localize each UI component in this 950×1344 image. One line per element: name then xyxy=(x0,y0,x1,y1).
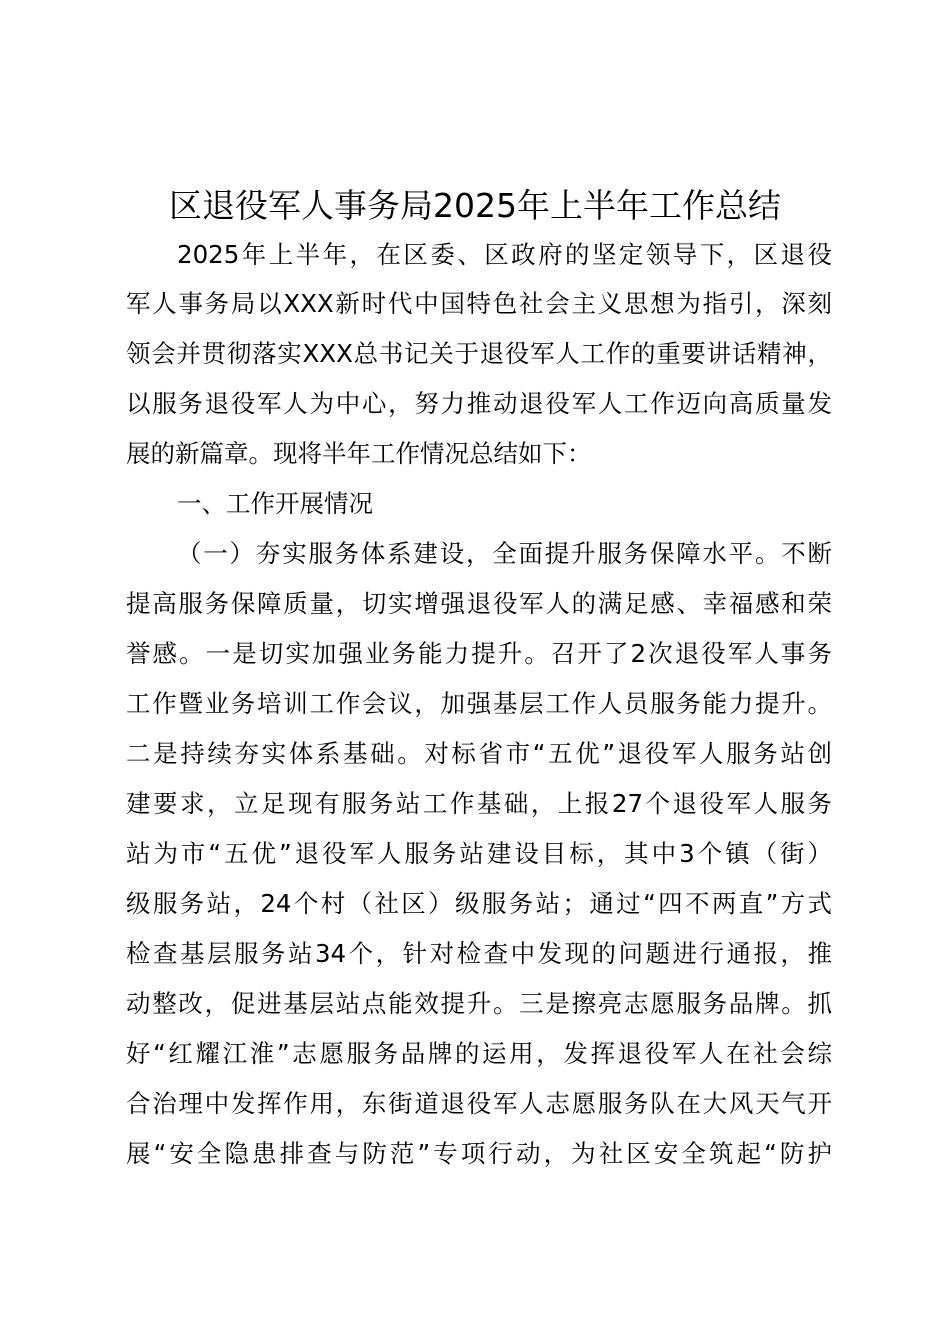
section-heading: 一、工作开展情况 xyxy=(177,489,373,518)
document-title: 区退役军人事务局2025年上半年工作总结 xyxy=(169,186,781,225)
paragraph-line: 工作暨业务培训工作会议，加强基层工作人员服务能力提升。 xyxy=(126,689,832,718)
paragraph-line: （一）夯实服务体系建设，全面提升服务保障水平。不断 xyxy=(177,539,832,568)
paragraph-line: 检查基层服务站34个，针对检查中发现的问题进行通报，推 xyxy=(126,939,832,968)
paragraph-line: 2025年上半年，在区委、区政府的坚定领导下，区退役 xyxy=(177,240,832,269)
paragraph-line: 好“红耀江淮”志愿服务品牌的运用，发挥退役军人在社会综 xyxy=(126,1039,832,1068)
paragraph-line: 合治理中发挥作用，东街道退役军人志愿服务队在大风天气开 xyxy=(126,1089,832,1118)
paragraph-line: 展的新篇章。现将半年工作情况总结如下： xyxy=(126,439,592,468)
paragraph-line: 军人事务局以XXX新时代中国特色社会主义思想为指引，深刻 xyxy=(126,289,832,318)
paragraph-line: 级服务站，24个村（社区）级服务站；通过“四不两直”方式 xyxy=(126,889,832,918)
paragraph-line: 誉感。一是切实加强业务能力提升。召开了2次退役军人事务 xyxy=(126,639,832,668)
paragraph-line: 二是持续夯实体系基础。对标省市“五优”退役军人服务站创 xyxy=(126,739,832,768)
paragraph-line: 建要求，立足现有服务站工作基础，上报27个退役军人服务 xyxy=(126,789,832,818)
paragraph-line: 提高服务保障质量，切实增强退役军人的满足感、幸福感和荣 xyxy=(126,589,832,618)
paragraph-line: 站为市“五优”退役军人服务站建设目标，其中3个镇（街） xyxy=(126,839,832,868)
paragraph-line: 以服务退役军人为中心，努力推动退役军人工作迈向高质量发 xyxy=(126,389,832,418)
paragraph-line: 动整改，促进基层站点能效提升。三是擦亮志愿服务品牌。抓 xyxy=(126,989,832,1018)
paragraph-line: 领会并贯彻落实XXX总书记关于退役军人工作的重要讲话精神， xyxy=(126,339,832,368)
paragraph-line: 展“安全隐患排查与防范”专项行动，为社区安全筑起“防护 xyxy=(126,1139,832,1168)
